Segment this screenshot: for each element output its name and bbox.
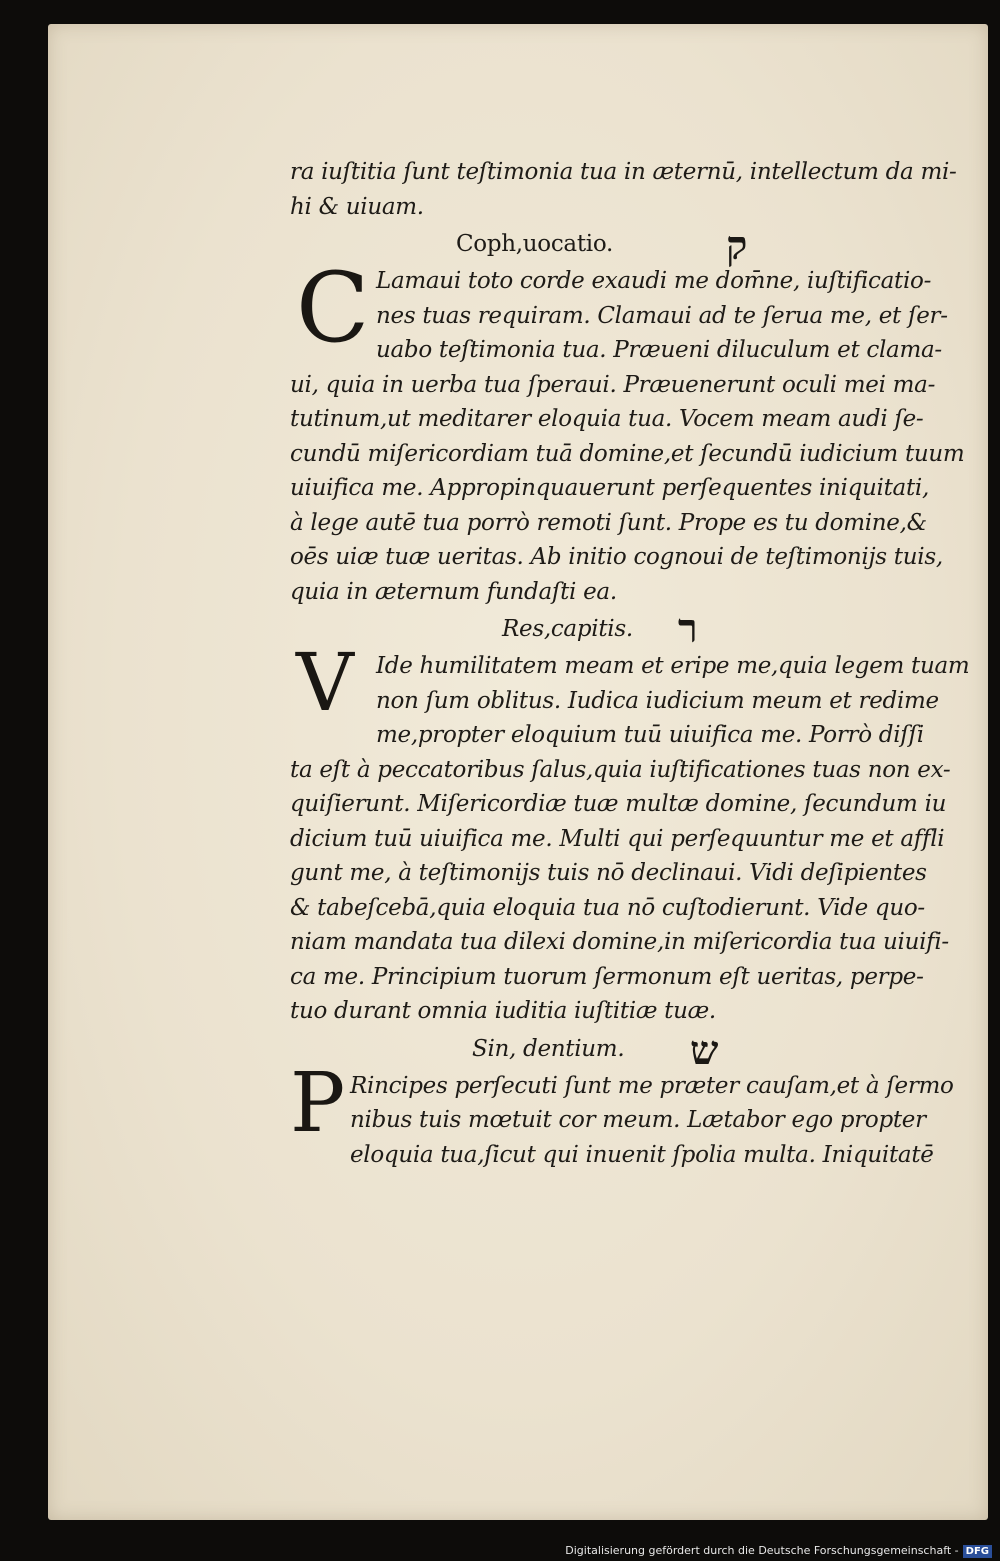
text-line: eloquia tua,ſicut qui inuenit ſpolia multa. Iniquitatē bbox=[350, 1141, 934, 1168]
text-line: cundū miſericordiam tuā domine,et ſecundū iudicium tuum bbox=[290, 440, 965, 467]
text-line: ui, quia in uerba tua ſperaui. Præuenerunt oculi mei ma- bbox=[290, 371, 936, 398]
text-line: uabo teſtimonia tua. Præueni diluculum et clama- bbox=[376, 337, 942, 363]
text-line: ta eſt à peccatoribus ſalus,quia iuſtificationes tuas non ex- bbox=[290, 756, 951, 783]
section-heading-label: Coph,uocatio. bbox=[456, 231, 613, 257]
text-line: quia in æternum fundaſti ea. bbox=[290, 578, 617, 605]
text-line: uiuifica me. Appropinquauerunt perſequentes iniquitati, bbox=[290, 475, 929, 501]
paragraph-coph bbox=[290, 252, 965, 609]
text-line: à lege autē tua porrò remoti ſunt. Prope es tu domine,& bbox=[290, 509, 927, 536]
section-heading-label: Sin, dentium. bbox=[472, 1035, 625, 1062]
paragraph-res bbox=[290, 636, 970, 1029]
text-line: Rincipes perſecuti ſunt me præter cauſam,et à ſermo bbox=[350, 1072, 954, 1099]
text-line: quiſierunt. Miſericordiæ tuæ multæ domine, ſecundum iu bbox=[290, 791, 947, 817]
dfg-logo: DFG bbox=[963, 1545, 992, 1558]
text-line: Lamaui toto corde exaudi me dom̄ne, iuſtificatio- bbox=[376, 268, 932, 294]
drop-cap-v: V bbox=[296, 636, 354, 729]
text-line: hi & uiuam. bbox=[290, 193, 424, 220]
footer-credit-text: Digitalisierung gefördert durch die Deutsche Forschungsgemeinschaft - bbox=[565, 1544, 959, 1557]
text-line: nibus tuis mœtuit cor meum. Lætabor ego propter bbox=[350, 1107, 926, 1133]
section-heading-res bbox=[290, 605, 960, 652]
text-line: nes tuas requiram. Clamaui ad te ſerua me, et ſer- bbox=[376, 302, 948, 329]
text-line: oēs uiæ tuæ ueritas. Ab initio cognoui de teſtimonijs tuis, bbox=[290, 544, 943, 570]
drop-cap-c: C bbox=[296, 252, 370, 364]
text-line: tuo durant omnia iuditia iuſtitiæ tuæ. bbox=[290, 998, 716, 1024]
hebrew-letter-resh: ר bbox=[678, 605, 698, 652]
text-line: me,propter eloquium tuū uiuifica me. Porrò diſſi bbox=[376, 722, 924, 748]
paragraph-sin bbox=[290, 1055, 960, 1173]
text-line: ca me. Principium tuorum ſermonum eſt ueritas, perpe- bbox=[290, 963, 924, 990]
text-line: dicium tuū uiuifica me. Multi qui perſequuntur me et affli bbox=[290, 825, 945, 852]
page-text bbox=[290, 155, 970, 1172]
text-line: non ſum oblitus. Iudica iudicium meum et redime bbox=[376, 687, 939, 714]
hebrew-letter-qoph: ק bbox=[726, 222, 748, 269]
text-line: niam mandata tua dilexi domine,in miſericordia tua uiuifi- bbox=[290, 929, 949, 955]
drop-cap-p: P bbox=[290, 1055, 345, 1151]
digitization-footer bbox=[0, 1540, 1000, 1561]
hebrew-letter-shin: ש bbox=[690, 1026, 719, 1074]
text-line: ra iuſtitia ſunt teſtimonia tua in æternū, intellectum da mi- bbox=[290, 159, 957, 185]
text-line: & tabeſcebā,quia eloquia tua nō cuſtodierunt. Vide quo- bbox=[290, 894, 925, 921]
top-dark-edge bbox=[0, 0, 1000, 24]
section-heading-coph bbox=[290, 222, 960, 269]
text-line: gunt me, à teſtimonijs tuis nō declinaui. Vidi deſipientes bbox=[290, 860, 927, 886]
text-line: Ide humilitatem meam et eripe me,quia legem tuam bbox=[376, 653, 970, 679]
section-heading-label: Res,capitis. bbox=[502, 616, 633, 642]
text-line: tutinum,ut meditarer eloquia tua. Vocem meam audi ſe- bbox=[290, 406, 924, 432]
section-heading-sin bbox=[290, 1026, 960, 1074]
